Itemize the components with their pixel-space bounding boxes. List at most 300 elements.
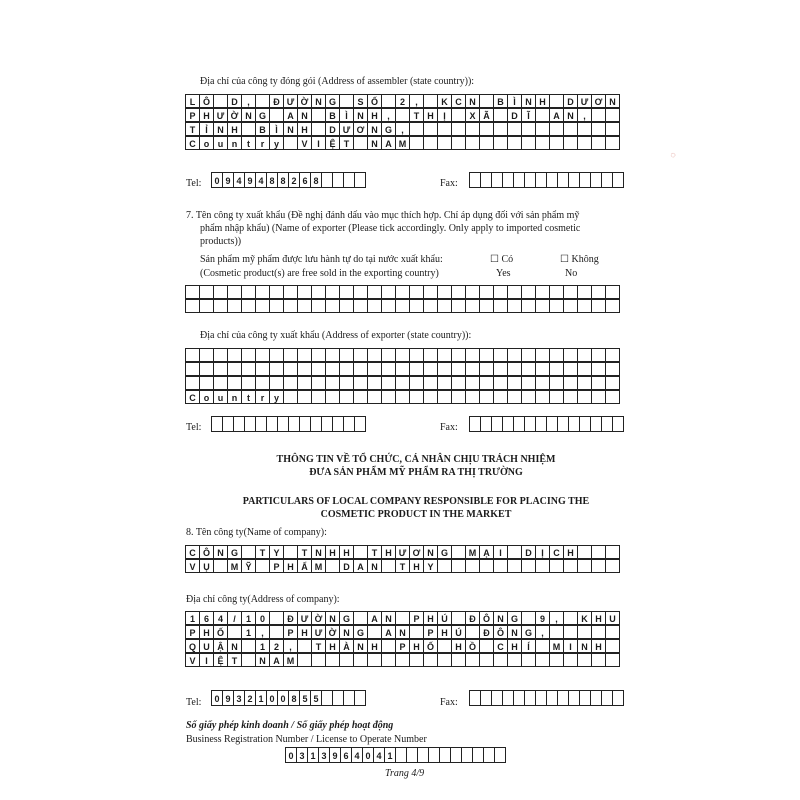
grid-cell[interactable] [269,348,284,362]
grid-cell[interactable] [353,376,368,390]
grid-cell[interactable] [507,545,522,559]
grid-cell[interactable]: Ú [437,611,452,625]
grid-cell[interactable]: y [269,390,284,404]
grid-cell[interactable] [493,122,508,136]
grid-cell[interactable] [297,285,312,299]
grid-cell[interactable] [479,362,494,376]
grid-cell[interactable] [605,559,620,573]
grid-cell[interactable] [311,653,326,667]
grid-cell[interactable] [283,285,298,299]
grid-cell[interactable] [423,653,438,667]
grid-cell[interactable]: A [549,108,564,122]
grid-cell[interactable]: Ì [269,122,284,136]
grid-cell[interactable] [507,285,522,299]
grid-cell[interactable] [297,376,312,390]
grid-cell[interactable] [591,559,606,573]
grid-cell[interactable]: Đ [283,611,298,625]
grid-cell[interactable] [563,376,578,390]
grid-cell[interactable]: , [381,108,396,122]
grid-cell[interactable] [563,285,578,299]
grid-cell[interactable] [465,625,480,639]
grid-cell[interactable] [521,285,536,299]
grid-cell[interactable] [479,390,494,404]
grid-cell[interactable] [577,348,592,362]
grid-cell[interactable] [241,639,256,653]
grid-cell[interactable] [311,390,326,404]
grid-cell[interactable] [521,611,536,625]
grid-cell[interactable] [297,362,312,376]
grid-cell[interactable] [563,348,578,362]
grid-cell[interactable] [577,559,592,573]
assembler-tel-field[interactable] [212,173,366,189]
grid-cell[interactable] [591,136,606,150]
grid-cell[interactable] [521,136,536,150]
grid-cell[interactable] [535,559,550,573]
grid-cell[interactable] [395,108,410,122]
grid-cell[interactable]: V [185,653,200,667]
grid-cell[interactable]: N [353,639,368,653]
grid-cell[interactable] [325,559,340,573]
grid-cell[interactable]: Ĩ [521,108,536,122]
grid-cell[interactable] [507,136,522,150]
grid-cell[interactable]: M [465,545,480,559]
grid-cell[interactable]: U [199,639,214,653]
grid-cell[interactable]: 9 [222,690,234,706]
grid-cell[interactable] [437,376,452,390]
grid-cell[interactable]: Y [269,545,284,559]
grid-cell[interactable] [437,348,452,362]
grid-cell[interactable] [367,653,382,667]
grid-cell[interactable]: H [535,94,550,108]
grid-cell[interactable] [241,299,256,313]
grid-cell[interactable]: M [227,559,242,573]
grid-cell[interactable] [311,122,326,136]
grid-cell[interactable] [521,376,536,390]
grid-cell[interactable]: C [185,136,200,150]
grid-cell[interactable] [535,299,550,313]
grid-cell[interactable] [451,376,466,390]
grid-cell[interactable]: T [409,108,424,122]
grid-cell[interactable] [521,653,536,667]
grid-cell[interactable]: Ơ [591,94,606,108]
grid-cell[interactable] [479,348,494,362]
grid-cell[interactable] [241,362,256,376]
grid-cell[interactable]: 2 [395,94,410,108]
grid-cell[interactable]: D [325,122,340,136]
grid-cell[interactable] [269,285,284,299]
option-no-checkbox[interactable]: ☐ Không [560,254,599,265]
grid-cell[interactable] [381,362,396,376]
option-yes-checkbox[interactable]: ☐ Có [490,254,514,265]
grid-cell[interactable]: N [311,545,326,559]
grid-cell[interactable] [549,559,564,573]
grid-cell[interactable]: r [255,390,270,404]
grid-cell[interactable]: A [269,653,284,667]
grid-cell[interactable]: Ư [577,94,592,108]
grid-cell[interactable] [255,348,270,362]
grid-cell[interactable] [591,376,606,390]
grid-cell[interactable] [479,136,494,150]
grid-cell[interactable] [395,299,410,313]
grid-cell[interactable]: K [577,611,592,625]
grid-cell[interactable]: H [227,122,242,136]
grid-cell[interactable]: N [367,122,382,136]
grid-cell[interactable] [591,390,606,404]
grid-cell[interactable]: G [325,94,340,108]
grid-cell[interactable] [311,299,326,313]
grid-cell[interactable] [297,348,312,362]
grid-cell[interactable] [297,639,312,653]
grid-cell[interactable] [241,285,256,299]
grid-cell[interactable] [465,362,480,376]
grid-cell[interactable]: , [549,611,564,625]
grid-cell[interactable]: Ú [451,625,466,639]
grid-cell[interactable] [311,376,326,390]
exporter-fax-field[interactable] [470,417,624,433]
grid-cell[interactable]: 1 [384,747,396,763]
grid-cell[interactable] [493,390,508,404]
grid-cell[interactable]: N [255,653,270,667]
grid-cell[interactable]: N [507,625,522,639]
grid-cell[interactable] [367,362,382,376]
grid-cell[interactable] [549,122,564,136]
grid-cell[interactable]: T [395,559,410,573]
grid-cell[interactable]: A [283,108,298,122]
grid-cell[interactable] [507,559,522,573]
grid-cell[interactable] [521,559,536,573]
grid-cell[interactable]: N [227,639,242,653]
grid-cell[interactable]: o [199,136,214,150]
company-name-grid[interactable] [186,546,620,574]
grid-cell[interactable] [199,348,214,362]
grid-cell[interactable] [535,108,550,122]
grid-cell[interactable] [535,639,550,653]
grid-cell[interactable] [479,653,494,667]
grid-cell[interactable] [521,348,536,362]
grid-cell[interactable] [283,390,298,404]
grid-cell[interactable] [409,299,424,313]
grid-cell[interactable] [381,653,396,667]
grid-cell[interactable] [605,376,620,390]
grid-cell[interactable]: P [409,611,424,625]
grid-cell[interactable]: 1 [241,625,256,639]
grid-cell[interactable]: Đ [465,611,480,625]
grid-cell[interactable]: 0 [211,172,223,188]
grid-cell[interactable] [612,690,624,706]
grid-cell[interactable] [535,390,550,404]
grid-cell[interactable] [437,285,452,299]
grid-cell[interactable] [563,611,578,625]
grid-cell[interactable] [311,348,326,362]
grid-cell[interactable] [577,390,592,404]
grid-cell[interactable] [437,122,452,136]
grid-cell[interactable]: A [381,625,396,639]
grid-cell[interactable]: 2 [244,690,256,706]
grid-cell[interactable]: 9 [244,172,256,188]
grid-cell[interactable]: H [283,559,298,573]
grid-cell[interactable]: T [297,545,312,559]
grid-cell[interactable]: H [409,639,424,653]
grid-cell[interactable]: B [325,108,340,122]
grid-cell[interactable] [283,545,298,559]
grid-cell[interactable] [577,299,592,313]
grid-cell[interactable] [269,108,284,122]
grid-cell[interactable] [395,362,410,376]
grid-cell[interactable] [395,285,410,299]
grid-cell[interactable] [465,376,480,390]
grid-cell[interactable] [535,362,550,376]
grid-cell[interactable]: 4 [233,172,245,188]
company-tel-field[interactable] [212,691,366,707]
exporter-name-grid[interactable] [186,286,620,314]
grid-cell[interactable] [353,390,368,404]
grid-cell[interactable] [507,299,522,313]
grid-cell[interactable] [409,348,424,362]
grid-cell[interactable] [255,299,270,313]
grid-cell[interactable] [409,625,424,639]
grid-cell[interactable] [605,653,620,667]
grid-cell[interactable] [325,376,340,390]
grid-cell[interactable] [437,362,452,376]
grid-cell[interactable]: Ụ [199,559,214,573]
grid-cell[interactable] [283,362,298,376]
grid-cell[interactable]: / [227,611,242,625]
grid-cell[interactable] [437,299,452,313]
grid-cell[interactable] [353,611,368,625]
grid-cell[interactable]: Đ [269,94,284,108]
grid-cell[interactable] [577,625,592,639]
grid-cell[interactable]: P [395,639,410,653]
grid-cell[interactable] [451,390,466,404]
grid-cell[interactable] [227,299,242,313]
grid-cell[interactable] [507,390,522,404]
grid-cell[interactable]: 3 [296,747,308,763]
grid-cell[interactable]: 9 [222,172,234,188]
grid-cell[interactable] [605,639,620,653]
grid-cell[interactable] [605,299,620,313]
grid-cell[interactable]: H [297,625,312,639]
grid-cell[interactable] [451,653,466,667]
grid-cell[interactable] [283,136,298,150]
grid-cell[interactable] [227,285,242,299]
grid-cell[interactable]: H [367,108,382,122]
grid-cell[interactable]: N [381,611,396,625]
grid-cell[interactable]: 5 [299,690,311,706]
grid-cell[interactable]: Y [423,559,438,573]
grid-cell[interactable] [227,376,242,390]
grid-cell[interactable] [577,376,592,390]
exporter-tel-field[interactable] [212,417,366,433]
grid-cell[interactable]: T [185,122,200,136]
grid-cell[interactable] [521,390,536,404]
grid-cell[interactable]: P [283,625,298,639]
grid-cell[interactable] [199,285,214,299]
grid-cell[interactable]: C [549,545,564,559]
grid-cell[interactable] [269,362,284,376]
grid-cell[interactable]: , [255,625,270,639]
grid-cell[interactable]: , [241,94,256,108]
grid-cell[interactable]: I [311,136,326,150]
grid-cell[interactable] [381,559,396,573]
grid-cell[interactable] [409,362,424,376]
grid-cell[interactable] [465,390,480,404]
grid-cell[interactable] [577,285,592,299]
grid-cell[interactable] [591,362,606,376]
grid-cell[interactable] [465,653,480,667]
grid-cell[interactable] [451,348,466,362]
grid-cell[interactable] [451,108,466,122]
grid-cell[interactable] [241,653,256,667]
grid-cell[interactable] [213,299,228,313]
grid-cell[interactable] [353,299,368,313]
grid-cell[interactable]: N [367,559,382,573]
grid-cell[interactable] [381,376,396,390]
grid-cell[interactable]: A [367,611,382,625]
grid-cell[interactable] [437,390,452,404]
grid-cell[interactable]: 0 [362,747,374,763]
grid-cell[interactable]: Ô [199,545,214,559]
grid-cell[interactable]: D [521,545,536,559]
grid-cell[interactable]: H [199,625,214,639]
grid-cell[interactable] [577,136,592,150]
grid-cell[interactable] [381,94,396,108]
grid-cell[interactable]: 0 [255,611,270,625]
grid-cell[interactable]: B [255,122,270,136]
grid-cell[interactable] [549,348,564,362]
grid-cell[interactable] [591,299,606,313]
grid-cell[interactable]: H [437,625,452,639]
grid-cell[interactable]: I [563,639,578,653]
grid-cell[interactable] [325,362,340,376]
grid-cell[interactable]: n [227,390,242,404]
grid-cell[interactable] [535,653,550,667]
grid-cell[interactable]: 4 [255,172,267,188]
grid-cell[interactable]: N [493,611,508,625]
grid-cell[interactable]: N [339,625,354,639]
grid-cell[interactable]: Ư [395,545,410,559]
grid-cell[interactable] [199,362,214,376]
grid-cell[interactable] [255,559,270,573]
grid-cell[interactable] [423,94,438,108]
grid-cell[interactable]: Ố [367,94,382,108]
grid-cell[interactable] [367,390,382,404]
grid-cell[interactable] [563,299,578,313]
grid-cell[interactable]: H [507,639,522,653]
grid-cell[interactable]: t [241,390,256,404]
grid-cell[interactable] [283,299,298,313]
grid-cell[interactable]: H [409,559,424,573]
grid-cell[interactable] [354,416,366,432]
grid-cell[interactable] [591,625,606,639]
grid-cell[interactable]: Ỉ [199,122,214,136]
grid-cell[interactable] [577,545,592,559]
grid-cell[interactable] [241,545,256,559]
grid-cell[interactable] [339,348,354,362]
grid-cell[interactable]: y [269,136,284,150]
grid-cell[interactable] [395,376,410,390]
grid-cell[interactable]: N [241,108,256,122]
grid-cell[interactable]: r [255,136,270,150]
grid-cell[interactable]: Ờ [297,94,312,108]
grid-cell[interactable]: N [353,108,368,122]
grid-cell[interactable]: B [493,94,508,108]
grid-cell[interactable]: T [311,639,326,653]
exporter-address-grid[interactable] [186,349,620,405]
grid-cell[interactable]: V [185,559,200,573]
grid-cell[interactable] [325,653,340,667]
grid-cell[interactable] [549,136,564,150]
grid-cell[interactable]: C [185,390,200,404]
grid-cell[interactable]: H [297,122,312,136]
grid-cell[interactable] [591,348,606,362]
grid-cell[interactable]: H [339,545,354,559]
grid-cell[interactable] [354,172,366,188]
grid-cell[interactable] [339,285,354,299]
grid-cell[interactable] [339,299,354,313]
grid-cell[interactable] [255,94,270,108]
grid-cell[interactable] [213,94,228,108]
grid-cell[interactable] [311,108,326,122]
grid-cell[interactable] [213,559,228,573]
grid-cell[interactable] [605,122,620,136]
grid-cell[interactable]: Ậ [213,639,228,653]
grid-cell[interactable]: 4 [351,747,363,763]
grid-cell[interactable] [199,376,214,390]
grid-cell[interactable] [465,122,480,136]
grid-cell[interactable]: G [339,611,354,625]
grid-cell[interactable] [521,299,536,313]
grid-cell[interactable] [381,639,396,653]
grid-cell[interactable] [339,94,354,108]
grid-cell[interactable]: , [409,94,424,108]
grid-cell[interactable]: Đ [479,625,494,639]
grid-cell[interactable]: Ẩ [297,559,312,573]
grid-cell[interactable] [185,299,200,313]
grid-cell[interactable]: N [563,108,578,122]
grid-cell[interactable] [451,611,466,625]
grid-cell[interactable]: H [451,639,466,653]
grid-cell[interactable] [479,285,494,299]
grid-cell[interactable] [549,653,564,667]
grid-cell[interactable] [423,348,438,362]
grid-cell[interactable]: G [381,122,396,136]
grid-cell[interactable] [353,653,368,667]
grid-cell[interactable] [493,376,508,390]
grid-cell[interactable]: , [535,625,550,639]
grid-cell[interactable]: 8 [288,690,300,706]
grid-cell[interactable]: N [577,639,592,653]
grid-cell[interactable] [563,136,578,150]
license-number-field[interactable] [286,748,506,764]
grid-cell[interactable]: P [269,559,284,573]
grid-cell[interactable]: , [283,639,298,653]
grid-cell[interactable] [549,94,564,108]
grid-cell[interactable]: t [241,136,256,150]
grid-cell[interactable] [381,299,396,313]
grid-cell[interactable]: Ư [311,625,326,639]
grid-cell[interactable] [409,122,424,136]
grid-cell[interactable]: I [199,653,214,667]
company-address-grid[interactable] [186,612,620,668]
grid-cell[interactable]: Ư [283,94,298,108]
grid-cell[interactable] [269,376,284,390]
grid-cell[interactable] [479,94,494,108]
grid-cell[interactable]: Ơ [409,545,424,559]
grid-cell[interactable]: G [353,625,368,639]
grid-cell[interactable] [451,122,466,136]
grid-cell[interactable]: P [185,625,200,639]
grid-cell[interactable]: N [325,611,340,625]
